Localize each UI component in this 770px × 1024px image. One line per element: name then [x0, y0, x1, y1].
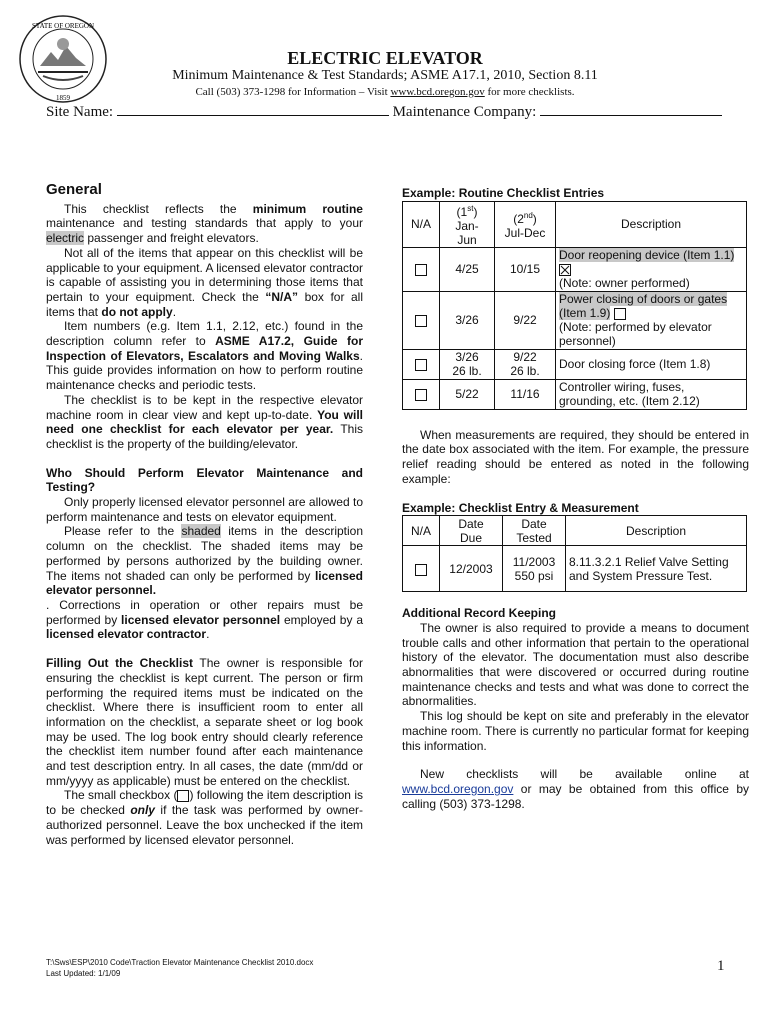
footer — [46, 957, 313, 979]
page-number: 1 — [717, 958, 725, 974]
seal-year: 1859 — [56, 94, 70, 102]
table-row: 3/26 26 lb. 9/22 26 lb. Door closing force (Item 1.8) — [403, 349, 747, 379]
contact-line — [0, 86, 770, 98]
maintenance-company-field[interactable] — [540, 103, 722, 116]
na-checkbox[interactable] — [415, 389, 427, 401]
who-heading: Who Should Perform Elevator Maintenance and Testing? — [46, 465, 363, 495]
document-subtitle: Minimum Maintenance & Test Standards; ASME A17.1, 2010, Section 8.11 — [172, 68, 598, 83]
na-checkbox[interactable] — [415, 264, 427, 276]
measurement-table-title: Example: Checklist Entry & Measurement — [402, 500, 639, 515]
website-link[interactable]: www.bcd.oregon.gov — [402, 781, 514, 796]
general-heading: General — [46, 181, 102, 198]
who-paragraph-1: Only properly licensed elevator personnel are allowed to perform maintenance and tests on elevator equipment. — [46, 495, 363, 524]
filling-paragraph-1: Filling Out the Checklist The owner is responsible for ensuring the checklist is kept current. The person or firm performing the required items must be indicated on the checklist. Where there is insufficient room to enter all information on the checklist, a separate sheet or log book may be used. The log book entry should clearly reference the checklist item number found after each maintenance and test description entry. In all cases, the date (mm/dd or mm/yyyy as applicable) must be entered on the checklist. — [46, 656, 364, 788]
site-company-line — [46, 103, 722, 121]
col-description-header: Description — [556, 201, 747, 247]
na-checkbox[interactable] — [415, 359, 427, 371]
right-column — [402, 186, 749, 811]
table-row: 5/22 11/16 Controller wiring, fuses, grounding, etc. (Item 2.12) — [403, 379, 747, 409]
checked-checkbox-icon[interactable] — [559, 264, 571, 276]
col-date-due-header: Date Due — [440, 516, 503, 546]
table-row: 3/26 9/22 Power closing of doors or gates (Item 1.9) (Note: performed by elevator personnel) — [403, 291, 747, 349]
col-description-header: Description — [566, 516, 747, 546]
last-updated: Last Updated: 1/1/09 — [46, 969, 121, 978]
col-second-half-header: (2nd) Jul-Dec — [495, 201, 556, 247]
additional-paragraph-3: New checklists will be available online at www.bcd.oregon.gov or may be obtained from this office by calling (503) 373-1298. — [402, 767, 749, 811]
document-title: ELECTRIC ELEVATOR — [287, 48, 483, 68]
general-paragraph-2: Not all of the items that appear on this checklist will be applicable to your equipment. A licensed elevator contractor is capable of assisting you in determining those items that pertain to your equipment. Check the “N/A” box for all items that do not apply. — [46, 245, 364, 319]
general-paragraph-1: This checklist reflects the minimum routine maintenance and testing standards that apply to your electric passenger and freight elevators. — [46, 201, 363, 246]
filling-heading: Filling Out the Checklist — [46, 656, 194, 671]
routine-checklist-table — [402, 201, 747, 410]
owner-checkbox[interactable] — [614, 308, 626, 320]
left-column — [46, 183, 363, 847]
general-paragraph-3: Item numbers (e.g. Item 1.1, 2.12, etc.) found in the description column refer to ASME A17.2, Guide for Inspection of Elevators, Escalators and Moving Walks. This guide provides information on how to perform routine maintenance checks and periodic tests. — [46, 319, 363, 393]
site-name-field[interactable] — [117, 103, 389, 116]
table-row: 4/25 10/15 Door reopening device (Item 1.1) (Note: owner performed) — [403, 247, 747, 291]
contact-prefix: Call (503) 373-1298 for Information – Visit — [195, 86, 391, 98]
col-na-header: N/A — [403, 201, 440, 247]
maintenance-company-label: Maintenance Company: — [392, 104, 537, 120]
contact-suffix: for more checklists. — [484, 86, 575, 98]
seal-text: STATE OF OREGON — [31, 22, 95, 30]
additional-paragraph-2: This log should be kept on site and preferably in the elevator machine room. There is currently no particular format for keeping this information. — [402, 709, 749, 753]
website-link[interactable]: www.bcd.oregon.gov — [390, 86, 485, 98]
routine-table-title: Example: Routine Checklist Entries — [402, 186, 605, 200]
additional-heading: Additional Record Keeping — [402, 606, 557, 621]
additional-paragraph-1: The owner is also required to provide a means to document trouble calls and other information that pertain to the operational history of the elevator. The documentation must also describe abnormalities that were discovered or occurred during routine maintenance checks and tests and what was done to correct the abnormalities. — [402, 620, 749, 709]
table-row: 12/2003 11/2003 550 psi 8.11.3.2.1 Relief Valve Setting and System Pressure Test. — [403, 546, 747, 592]
col-na-header: N/A — [403, 516, 440, 546]
na-checkbox[interactable] — [415, 315, 427, 327]
col-date-tested-header: Date Tested — [503, 516, 566, 546]
col-first-half-header: (1st) Jan- Jun — [440, 201, 495, 247]
na-checkbox[interactable] — [415, 564, 427, 576]
measurement-intro: When measurements are required, they should be entered in the date box associated with the item. For example, the pressure relief reading should be entered as noted in the following example: — [402, 427, 749, 486]
who-paragraph-2: Please refer to the shaded items in the description column on the checklist. The shaded items may be performed by persons authorized by the building owner. The items not shaded can only be performed by licensed elevator personnel. — [46, 524, 364, 598]
checkbox-icon — [177, 790, 189, 802]
site-name-label: Site Name: — [46, 104, 114, 120]
file-path: T:\Sws\ESP\2010 Code\Traction Elevator Maintenance Checklist 2010.docx — [46, 958, 314, 967]
filling-paragraph-2: The small checkbox ( ) following the item description is to be checked only if the task was performed by owner-authorized personnel. Leave the box unchecked if the item was performed by licensed elevator personnel. — [46, 788, 363, 847]
who-paragraph-3: . Corrections in operation or other repairs must be performed by licensed elevator personnel employed by a licensed elevator contractor. — [46, 597, 363, 642]
measurement-table — [402, 515, 747, 592]
general-paragraph-4: The checklist is to be kept in the respective elevator machine room in clear view and kept up-to-date. You will need one checklist for each elevator per year. This checklist is the property of the building/elevator. — [46, 392, 363, 451]
